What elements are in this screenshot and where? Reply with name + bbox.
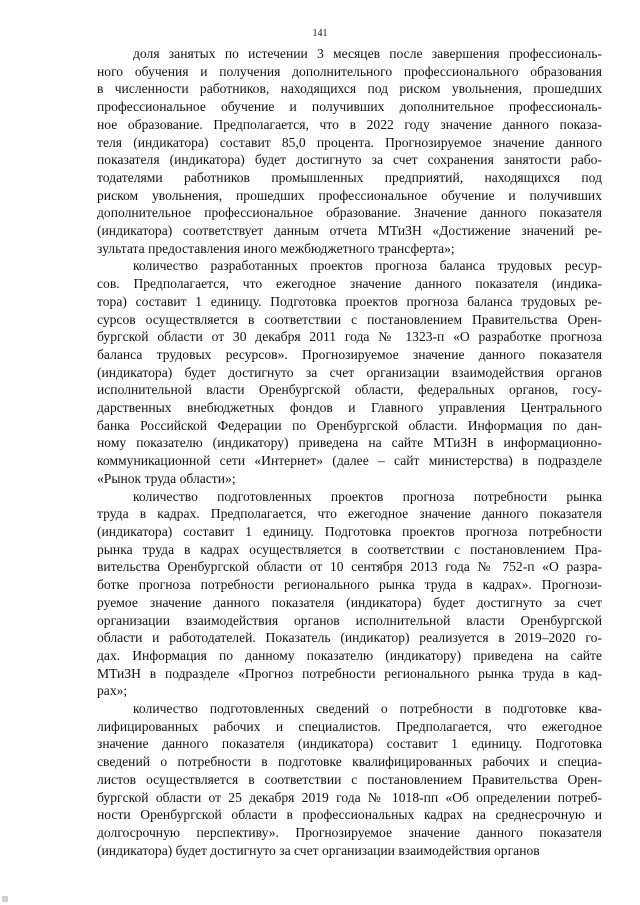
text-line: рах»; [97, 683, 128, 699]
text-line: сведений о потребности в подготовке квалифицированных рабочих и специа- [97, 754, 602, 770]
page-number: 141 [312, 28, 328, 39]
text-line: труда в кадрах. Предполагается, что ежегодное значение данного показателя [97, 506, 602, 522]
text-line: профессиональное обучение и получивших дополнительное профессиональ- [97, 99, 602, 115]
text-line: количество разработанных проектов прогноза баланса трудовых ресур- [133, 258, 602, 274]
text-line: количество подготовленных сведений о потребности в подготовке ква- [133, 701, 602, 717]
text-line: бургской области от 30 декабря 2011 года № 1323-п «О разработке прогноза [97, 329, 602, 345]
text-line: ботке прогноза потребности регионального рынка труда в кадрах». Прогнози- [97, 577, 602, 593]
paragraph [97, 488, 602, 700]
text-line: листов осуществляется в соответствии с постановлением Правительства Орен- [97, 771, 602, 787]
text-line: дополнительное профессиональное образование. Значение данного показателя [97, 205, 602, 221]
text-line: банка Российской Федерации по Оренбургской области. Информация по дан- [97, 417, 602, 433]
text-line: бургской области от 25 декабря 2019 года № 1018-пп «Об определении потреб- [97, 789, 602, 805]
text-line: дах. Информация по данному показателю (индикатору) приведена на сайте [97, 647, 602, 663]
text-line: сурсов осуществляется в соответствии с постановлением Правительства Орен- [97, 311, 602, 327]
text-line: вительства Оренбургской области от 10 сентября 2013 года № 752-п «О разра- [97, 559, 602, 575]
text-line: зультата предоставления иного межбюджетного трансферта»; [97, 240, 455, 256]
text-line: показателя (индикатора) будет достигнуто за счет сохранения занятости рабо- [97, 152, 602, 168]
text-line: баланса трудовых ресурсов». Прогнозируемое значение данного показателя [97, 346, 602, 362]
text-line: дарственных внебюджетных фондов и Главного управления Центрального [97, 400, 602, 416]
document-body [97, 45, 602, 859]
text-line: «Рынок труда области»; [97, 470, 236, 486]
text-line: сов. Предполагается, что ежегодное значение данного показателя (индика- [97, 276, 602, 292]
paragraph [97, 700, 602, 859]
text-line: организации взаимодействия органов исполнительной власти Оренбургской [97, 612, 602, 628]
text-line: риском увольнения, прошедших профессиональное обучение и получивших [97, 187, 602, 203]
text-line: в численности работников, находящихся под риском увольнения, прошедших [97, 81, 602, 97]
text-line: (индикатора) соответствует данным отчета МТиЗН «Достижение значений ре- [97, 223, 602, 239]
text-line: доля занятых по истечении 3 месяцев после завершения профессиональ- [133, 46, 602, 61]
text-line: МТиЗН в подразделе «Прогноз потребности регионального рынка труда в кад- [97, 665, 602, 681]
text-line: ное образование. Предполагается, что в 2022 году значение данного показа- [97, 116, 602, 132]
text-line: тодателями работников промышленных предприятий, находящихся под [97, 169, 602, 185]
text-line: ности Оренбургской области в профессиональных кадрах на среднесрочную и [97, 807, 602, 823]
text-line: коммуникационной сети «Интернет» (далее – сайт министерства) в подразделе [97, 453, 602, 469]
text-line: ного обучения и получения дополнительного профессионального образования [97, 63, 602, 79]
text-line: (индикатора) будет достигнуто за счет организации взаимодействия органов [97, 842, 540, 858]
text-line: значение данного показателя (индикатора) составит 1 единицу. Подготовка [97, 736, 602, 752]
text-line: руемое значение данного показателя (индикатора) будет достигнуто за счет [97, 594, 602, 610]
text-line: долгосрочную перспективу». Прогнозируемое значение данного показателя [97, 824, 602, 840]
paragraph [97, 45, 602, 257]
text-line: лифицированных рабочих и специалистов. Предполагается, что ежегодное [97, 718, 602, 734]
text-line: рынка труда в кадрах осуществляется в соответствии с постановлением Пра- [97, 541, 602, 557]
paragraph [97, 257, 602, 487]
text-line: ному показателю (индикатору) приведена на сайте МТиЗН в информационно- [97, 435, 602, 451]
text-line: (индикатора) будет достигнуто за счет организации взаимодействия органов [97, 364, 602, 380]
scan-mark [2, 896, 8, 902]
text-line: (индикатора) составит 1 единицу. Подготовка проектов прогноза потребности [97, 523, 602, 539]
text-line: тора) составит 1 единицу. Подготовка проектов прогноза баланса трудовых ре- [97, 293, 602, 309]
text-line: исполнительной власти Оренбургской области, федеральных органов, госу- [97, 382, 602, 398]
text-line: теля (индикатора) составит 85,0 процента. Прогнозируемое значение данного [97, 134, 602, 150]
text-line: области и работодателей. Показатель (индикатор) реализуется в 2019–2020 го- [97, 630, 602, 646]
text-line: количество подготовленных проектов прогноза потребности рынка [133, 488, 602, 504]
